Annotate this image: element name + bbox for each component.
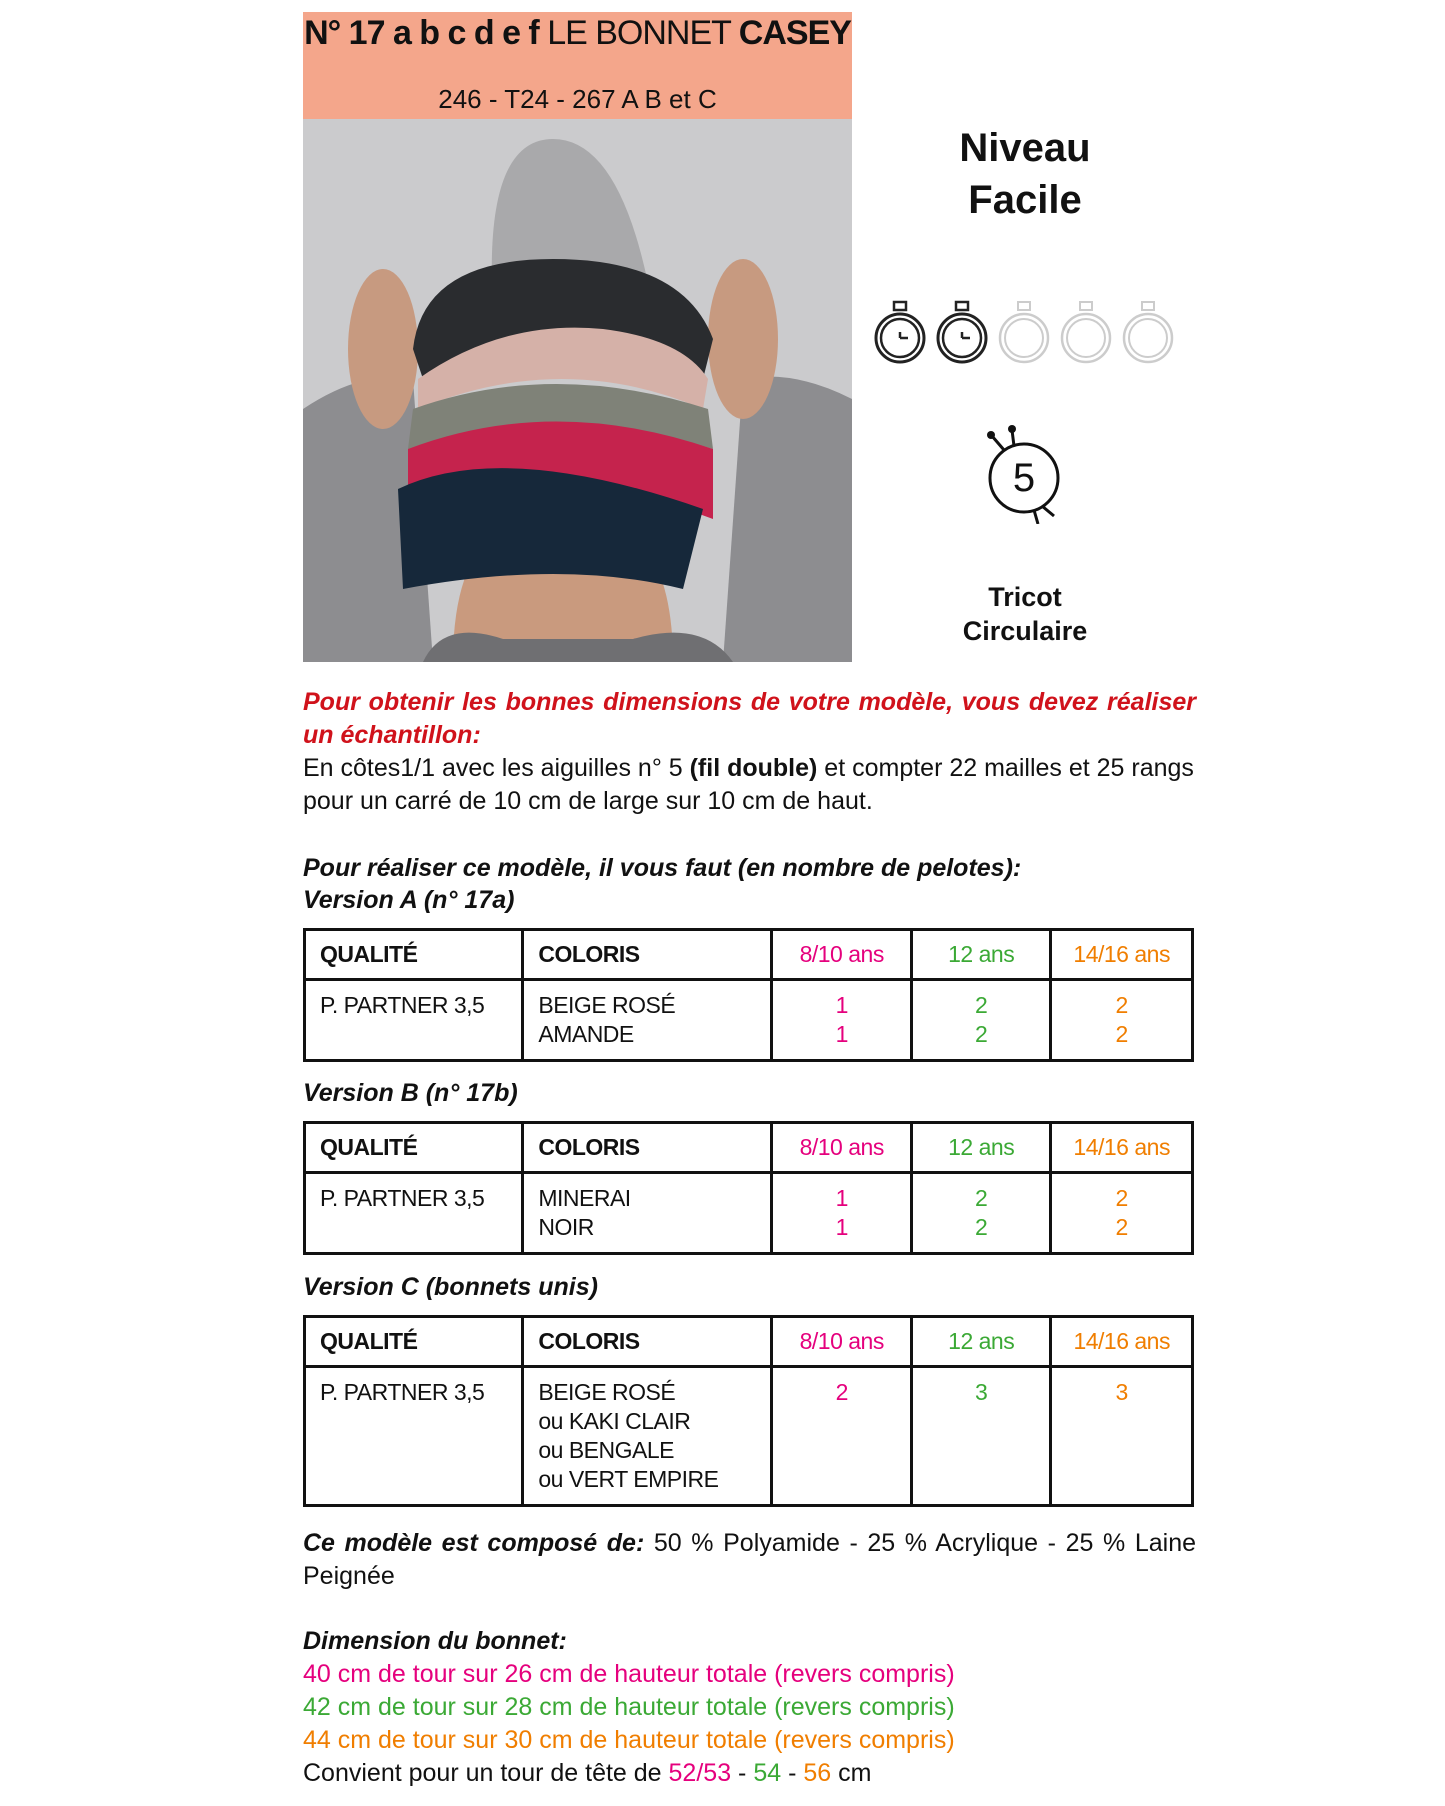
version-title: Version A (n° 17a)	[303, 886, 515, 914]
yarn-table	[303, 928, 1194, 1062]
dimensions-heading: Dimension du bonnet:	[303, 1627, 567, 1655]
balls-count: 2	[975, 1214, 988, 1240]
balls-count-cell	[772, 1173, 911, 1254]
balls-count-cell	[1051, 1173, 1193, 1254]
column-header: COLORIS	[523, 1317, 772, 1367]
balls-count: 2	[1115, 1214, 1128, 1240]
dimension-size-3: 44 cm de tour sur 30 cm de hauteur totale (revers compris)	[303, 1726, 955, 1754]
colors-cell	[523, 1173, 772, 1254]
needle-size-icon: 5	[982, 424, 1072, 524]
version-title: Version B (n° 17b)	[303, 1079, 518, 1107]
stopwatch-icon-empty	[1120, 300, 1176, 366]
balls-count: 2	[1115, 992, 1128, 1018]
column-header: 14/16 ans	[1051, 1317, 1193, 1367]
quality-cell: P. PARTNER 3,5	[305, 1367, 523, 1506]
title-banner	[303, 12, 852, 119]
balls-count-cell	[772, 1367, 911, 1506]
balls-count-cell	[1051, 1367, 1193, 1506]
table-header-row	[305, 1123, 1193, 1173]
balls-count: 2	[975, 1185, 988, 1211]
balls-count: 3	[975, 1379, 988, 1405]
yarn-table	[303, 1315, 1194, 1507]
colors-cell	[523, 1367, 772, 1506]
balls-count: 2	[975, 1021, 988, 1047]
table-header-row	[305, 1317, 1193, 1367]
stopwatch-icon-empty	[1058, 300, 1114, 366]
column-header: 8/10 ans	[772, 930, 911, 980]
composition: Ce modèle est composé de: 50 % Polyamide - 25 % Acrylique - 25 % Laine Peignée	[303, 1529, 1196, 1590]
column-header: 14/16 ans	[1051, 930, 1193, 980]
balls-count-cell	[1051, 980, 1193, 1061]
color-name: ou KAKI CLAIR	[538, 1408, 691, 1434]
balls-count-cell	[911, 1173, 1050, 1254]
column-header: QUALITÉ	[305, 1123, 523, 1173]
column-header: 14/16 ans	[1051, 1123, 1193, 1173]
balls-count: 1	[835, 1021, 848, 1047]
color-name: NOIR	[538, 1214, 594, 1240]
color-name: ou BENGALE	[538, 1437, 674, 1463]
column-header: QUALITÉ	[305, 1317, 523, 1367]
difficulty-level: Niveau Facile	[959, 126, 1091, 222]
technique: Tricot Circulaire	[962, 582, 1088, 646]
balls-count-cell	[911, 1367, 1050, 1506]
balls-count: 3	[1115, 1379, 1128, 1405]
column-header: QUALITÉ	[305, 930, 523, 980]
balls-count: 2	[1115, 1021, 1128, 1047]
balls-count: 1	[835, 1185, 848, 1211]
balls-count-cell	[911, 980, 1050, 1061]
balls-count-cell	[772, 980, 911, 1061]
yarn-table	[303, 1121, 1194, 1255]
column-header: 12 ans	[911, 1317, 1050, 1367]
table-row	[305, 980, 1193, 1061]
model-photo	[303, 119, 852, 662]
balls-count: 1	[835, 992, 848, 1018]
color-name: ou VERT EMPIRE	[538, 1466, 719, 1492]
materials-heading: Pour réaliser ce modèle, il vous faut (en nombre de pelotes):	[303, 854, 1022, 882]
balls-count: 2	[835, 1379, 848, 1405]
column-header: 12 ans	[911, 930, 1050, 980]
quality-cell: P. PARTNER 3,5	[305, 1173, 523, 1254]
stopwatch-icon-empty	[996, 300, 1052, 366]
color-name: AMANDE	[538, 1021, 634, 1047]
quality-cell: P. PARTNER 3,5	[305, 980, 523, 1061]
column-header: 8/10 ans	[772, 1123, 911, 1173]
version-title: Version C (bonnets unis)	[303, 1273, 598, 1301]
head-fit: Convient pour un tour de tête de 52/53 - 54 - 56 cm	[303, 1759, 872, 1787]
column-header: COLORIS	[523, 1123, 772, 1173]
stopwatch-icon-filled	[934, 300, 990, 366]
color-name: BEIGE ROSÉ	[538, 1379, 676, 1405]
dimension-size-1: 40 cm de tour sur 26 cm de hauteur totale (revers compris)	[303, 1660, 955, 1688]
gauge-warning: Pour obtenir les bonnes dimensions de votre modèle, vous devez réaliser un échantillon:	[303, 688, 1196, 749]
gauge-text: En côtes1/1 avec les aiguilles n° 5 (fil double) et compter 22 mailles et 25 rangs pour un carré de 10 cm de large sur 10 cm de haut.	[303, 754, 1194, 815]
color-name: BEIGE ROSÉ	[538, 992, 676, 1018]
balls-count: 2	[1115, 1185, 1128, 1211]
column-header: 12 ans	[911, 1123, 1050, 1173]
column-header: 8/10 ans	[772, 1317, 911, 1367]
dimension-size-2: 42 cm de tour sur 28 cm de hauteur totale (revers compris)	[303, 1693, 955, 1721]
pattern-refs: 246 - T24 - 267 A B et C	[438, 84, 717, 114]
difficulty-rating	[872, 300, 1176, 366]
table-row	[305, 1367, 1193, 1506]
table-header-row	[305, 930, 1193, 980]
stopwatch-icon-filled	[872, 300, 928, 366]
table-row	[305, 1173, 1193, 1254]
color-name: MINERAI	[538, 1185, 631, 1211]
balls-count: 1	[835, 1214, 848, 1240]
pattern-title: N° 17 a b c d e f LE BONNET CASEY	[304, 14, 851, 52]
balls-count: 2	[975, 992, 988, 1018]
colors-cell	[523, 980, 772, 1061]
column-header: COLORIS	[523, 930, 772, 980]
